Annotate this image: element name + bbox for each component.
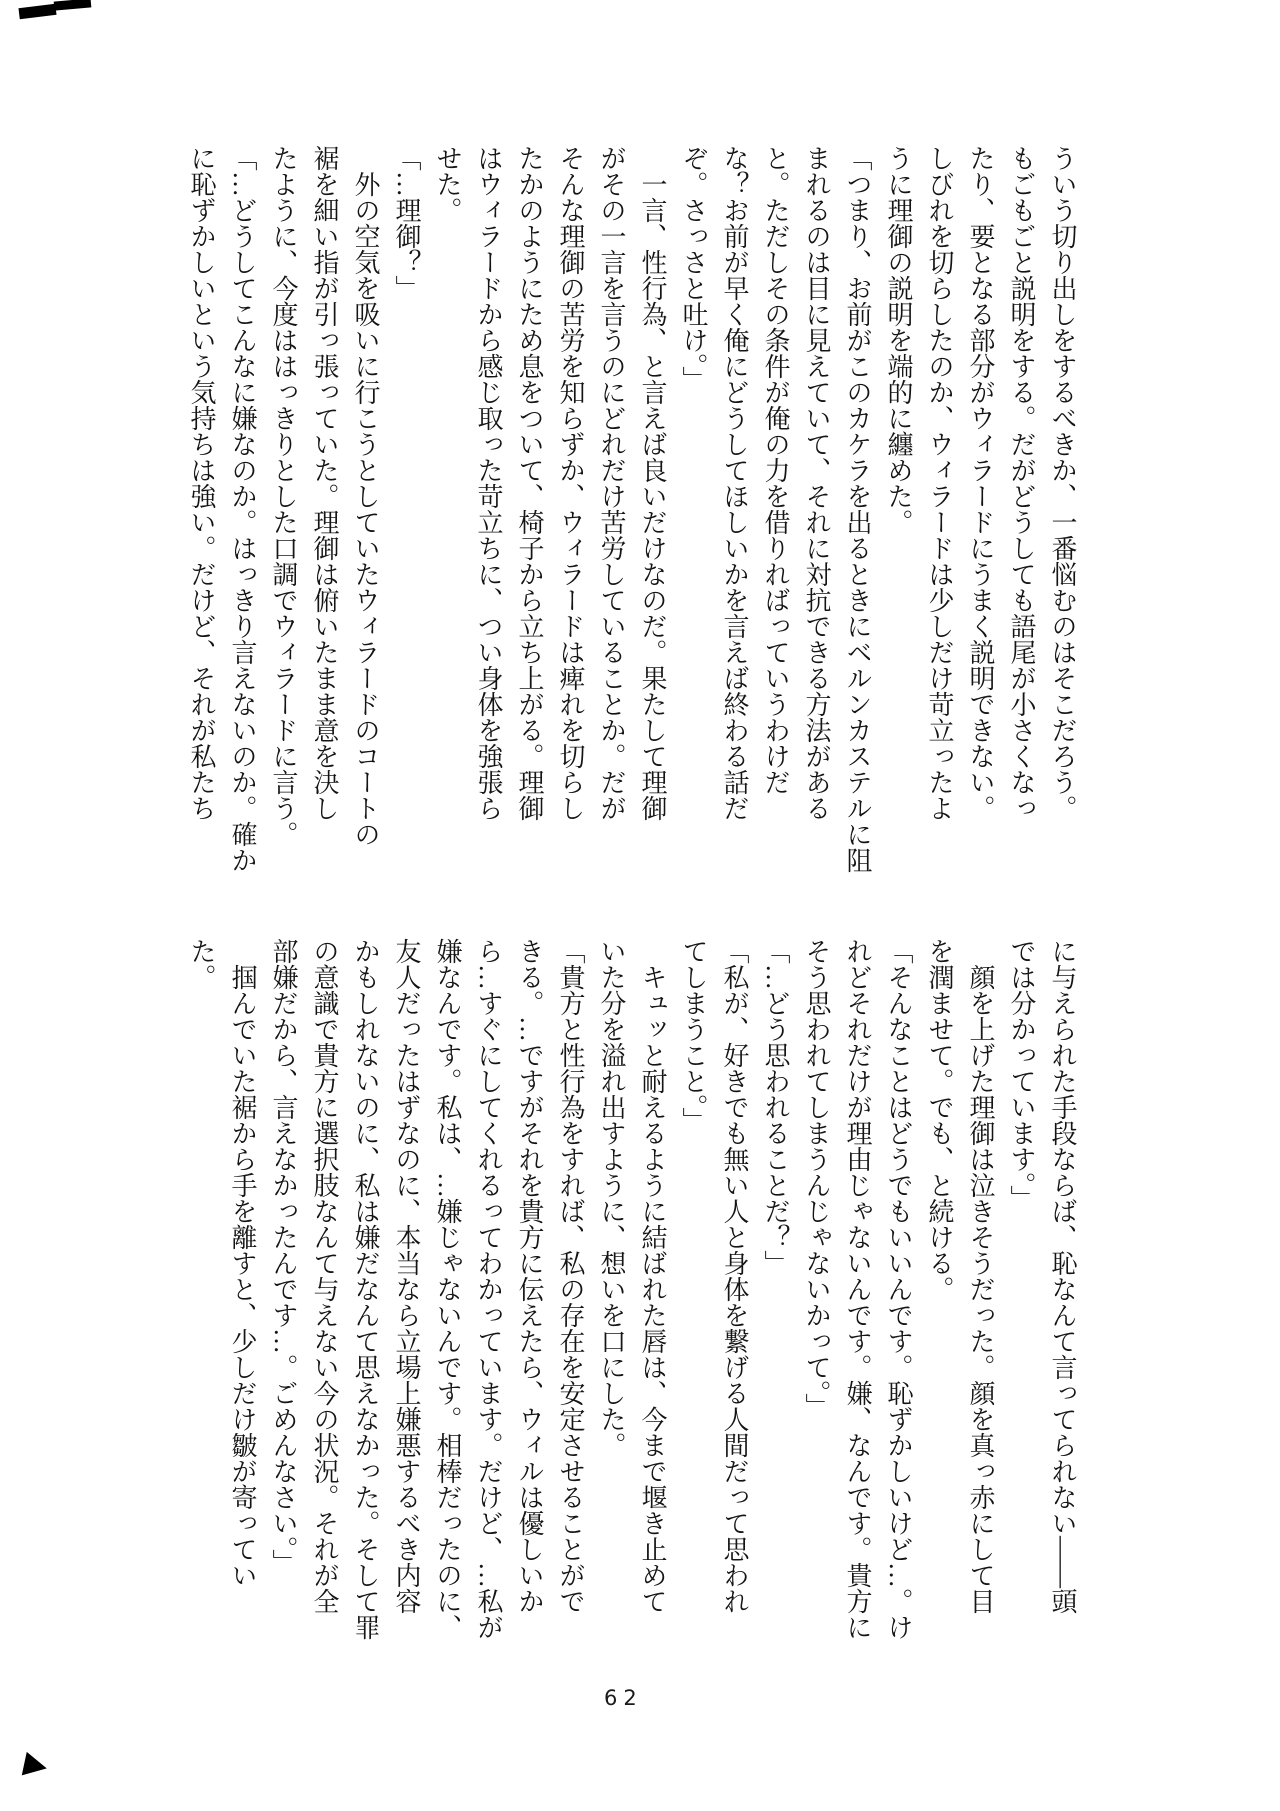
text-column: しびれを切らしたのか、ウィラードは少しだけ苛立ったよ: [925, 145, 954, 821]
text-column: 顔を上げた理御は泣きそうだった。顔を真っ赤にして目: [966, 938, 995, 1614]
text-column: 部嫌だから、言えなかったんです…。ごめんなさい。」: [269, 938, 298, 1575]
text-column: せた。: [433, 145, 462, 223]
print-mark-top-2: [18, 4, 56, 19]
text-column: たように、今度ははっきりとした口調でウィラードに言う。: [269, 145, 298, 847]
text-column: れどそれだけが理由じゃないんです。嫌、なんです。貴方に: [843, 938, 872, 1640]
text-column: 一言、性行為、と言えば良いだけなのだ。果たして理御: [638, 145, 667, 821]
text-column: 「…どう思われることだ？」: [761, 938, 790, 1276]
page-number: 62: [604, 1686, 643, 1710]
text-column: 嫌なんです。私は、…嫌じゃないんです。相棒だったのに、: [433, 938, 462, 1640]
text-column: では分かっています。」: [1007, 938, 1036, 1211]
text-column: がその一言を言うのにどれだけ苦労していることか。だが: [597, 145, 626, 821]
text-column: ういう切り出しをするべきか、一番悩むのはそこだろう。: [1048, 145, 1077, 821]
text-column: と。ただしその条件が俺の力を借りればっていうわけだ: [761, 145, 790, 795]
text-column: そう思われてしまうんじゃないかって。」: [802, 938, 831, 1419]
text-column: そんな理御の苦労を知らずか、ウィラードは痺れを切らし: [556, 145, 585, 821]
text-column: 裾を細い指が引っ張っていた。理御は俯いたまま意を決し: [310, 145, 339, 821]
text-column: 「貴方と性行為をすれば、私の存在を安定させることがで: [556, 938, 585, 1614]
text-column: うに理御の説明を端的に纏めた。: [884, 145, 913, 535]
text-column: はウィラードから感じ取った苛立ちに、つい身体を強張ら: [474, 145, 503, 821]
text-column: 「…どうしてこんなに嫌なのか。はっきり言えないのか。確か: [228, 145, 257, 873]
text-column: の意識で貴方に選択肢なんて与えない今の状況。それが全: [310, 938, 339, 1614]
text-column: に恥ずかしいという気持ちは強い。だけど、それが私たち: [187, 145, 216, 821]
text-column: ぞ。さっさと吐け。」: [679, 145, 708, 392]
text-column: キュッと耐えるように結ばれた唇は、今まで堰き止めて: [638, 938, 667, 1614]
text-column: もごもごと説明をする。だがどうしても語尾が小さくなっ: [1007, 145, 1036, 821]
text-column: 「つまり、お前がこのカケラを出るときにベルンカステルに阻: [843, 145, 872, 873]
text-column: に与えられた手段ならば、恥なんて言ってられない――頭: [1048, 938, 1077, 1614]
text-column: を潤ませて。でも、と続ける。: [925, 938, 954, 1302]
text-column: きる。…ですがそれを貴方に伝えたら、ウィルは優しいか: [515, 938, 544, 1614]
text-column: てしまうこと。」: [679, 938, 708, 1133]
text-column: 友人だったはずなのに、本当なら立場上嫌悪するべき内容: [392, 938, 421, 1614]
text-column: いた分を溢れ出すように、想いを口にした。: [597, 938, 626, 1458]
text-column: 外の空気を吸いに行こうとしていたウィラードのコートの: [351, 145, 380, 847]
text-column: たかのようにため息をついて、椅子から立ち上がる。理御: [515, 145, 544, 821]
text-column: 「そんなことはどうでもいいんです。恥ずかしいけど…。け: [884, 938, 913, 1640]
bottom-text-block: [181, 938, 1083, 1683]
text-column: な？お前が早く俺にどうしてほしいかを言えば終わる話だ: [720, 145, 749, 821]
text-column: た。: [187, 938, 216, 990]
top-text-block: [181, 145, 1083, 890]
text-column: ら…すぐにしてくれるってわかっています。だけど、…私が: [474, 938, 503, 1640]
text-column: たり、要となる部分がウィラードにうまく説明できない。: [966, 145, 995, 821]
text-column: かもしれないのに、私は嫌だなんて思えなかった。そして罪: [351, 938, 380, 1640]
text-column: 「…理御？」: [392, 145, 421, 301]
text-column: 「私が、好きでも無い人と身体を繋げる人間だって思われ: [720, 938, 749, 1614]
print-mark-top-1: [54, 0, 92, 11]
text-column: まれるのは目に見えていて、それに対抗できる方法がある: [802, 145, 831, 821]
text-column: 掴んでいた裾から手を離すと、少しだけ皺が寄ってい: [228, 938, 257, 1588]
print-mark-bottom: [22, 1752, 49, 1780]
